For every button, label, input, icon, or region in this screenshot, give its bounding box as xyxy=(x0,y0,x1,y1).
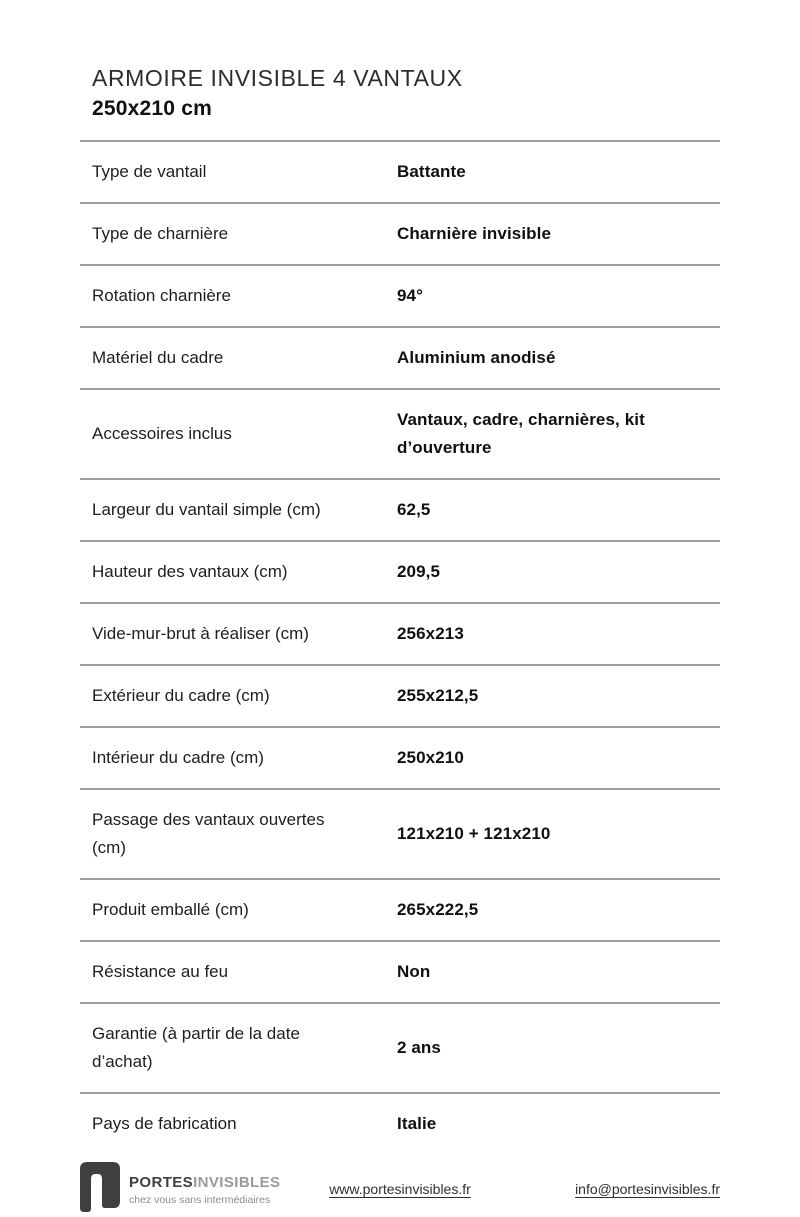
page-title: ARMOIRE INVISIBLE 4 VANTAUX xyxy=(92,65,463,91)
spec-table xyxy=(80,140,720,1154)
spec-value: Italie xyxy=(397,1114,437,1133)
spec-row-materiel-du-cadre xyxy=(80,326,720,388)
spec-value: Aluminium anodisé xyxy=(397,348,556,367)
spec-label: Rotation charnière xyxy=(92,286,231,305)
spec-label: Largeur du vantail simple (cm) xyxy=(92,500,321,519)
spec-label: Produit emballé (cm) xyxy=(92,900,249,919)
spec-row-interieur-du-cadre xyxy=(80,726,720,788)
spec-value: Vantaux, cadre, charnières, kit d’ouverture xyxy=(397,410,645,457)
spec-row-type-de-vantail xyxy=(80,140,720,202)
spec-label: Type de charnière xyxy=(92,224,229,243)
brand-tagline: chez vous sans intermédiaires xyxy=(129,1193,271,1206)
spec-value: 265x222,5 xyxy=(397,900,479,919)
spec-row-exterieur-du-cadre xyxy=(80,664,720,726)
spec-row-vide-mur-brut xyxy=(80,602,720,664)
brand-name xyxy=(129,1174,280,1191)
spec-value: 94° xyxy=(397,286,424,305)
brand-name-bold: PORTES xyxy=(129,1173,194,1191)
brand-logo xyxy=(80,1162,329,1217)
spec-value: 209,5 xyxy=(397,562,441,581)
spec-row-hauteur-des-vantaux xyxy=(80,540,720,602)
page-subtitle: 250x210 cm xyxy=(92,97,212,120)
spec-label: Vide-mur-brut à réaliser (cm) xyxy=(92,624,309,643)
spec-value: 121x210 + 121x210 xyxy=(397,824,551,843)
spec-value: Battante xyxy=(397,162,466,181)
spec-value: 62,5 xyxy=(397,500,431,519)
spec-value: 255x212,5 xyxy=(397,686,479,705)
spec-label: Accessoires inclus xyxy=(92,424,232,443)
spec-label: Passage des vantaux ouvertes (cm) xyxy=(92,810,325,857)
spec-row-rotation-charniere xyxy=(80,264,720,326)
spec-value: 2 ans xyxy=(397,1038,441,1057)
spec-row-produit-emballe xyxy=(80,878,720,940)
spec-row-pays-de-fabrication xyxy=(80,1092,720,1154)
footer-center xyxy=(329,1181,471,1199)
website-link[interactable]: www.portesinvisibles.fr xyxy=(329,1180,471,1197)
spec-label: Garantie (à partir de la date d’achat) xyxy=(92,1024,300,1071)
spec-value: Non xyxy=(397,962,431,981)
spec-label: Matériel du cadre xyxy=(92,348,224,367)
spec-label: Hauteur des vantaux (cm) xyxy=(92,562,288,581)
spec-value: Charnière invisible xyxy=(397,224,552,243)
footer-right xyxy=(471,1181,720,1199)
spec-value: 256x213 xyxy=(397,624,464,643)
spec-row-garantie xyxy=(80,1002,720,1092)
spec-label: Intérieur du cadre (cm) xyxy=(92,748,264,767)
spec-value: 250x210 xyxy=(397,748,464,767)
spec-row-accessoires-inclus xyxy=(80,388,720,478)
email-link[interactable]: info@portesinvisibles.fr xyxy=(575,1180,720,1197)
spec-label: Résistance au feu xyxy=(92,962,229,981)
spec-row-largeur-vantail-simple xyxy=(80,478,720,540)
spec-row-type-de-charniere xyxy=(80,202,720,264)
spec-label: Extérieur du cadre (cm) xyxy=(92,686,270,705)
header xyxy=(80,64,720,122)
spec-label: Type de vantail xyxy=(92,162,207,181)
footer xyxy=(80,1162,720,1217)
spec-label: Pays de fabrication xyxy=(92,1114,237,1133)
open-door-icon xyxy=(80,1162,120,1217)
spec-row-passage-des-vantaux xyxy=(80,788,720,878)
brand-text xyxy=(129,1174,280,1206)
brand-name-light: INVISIBLES xyxy=(193,1173,281,1191)
spec-row-resistance-au-feu xyxy=(80,940,720,1002)
